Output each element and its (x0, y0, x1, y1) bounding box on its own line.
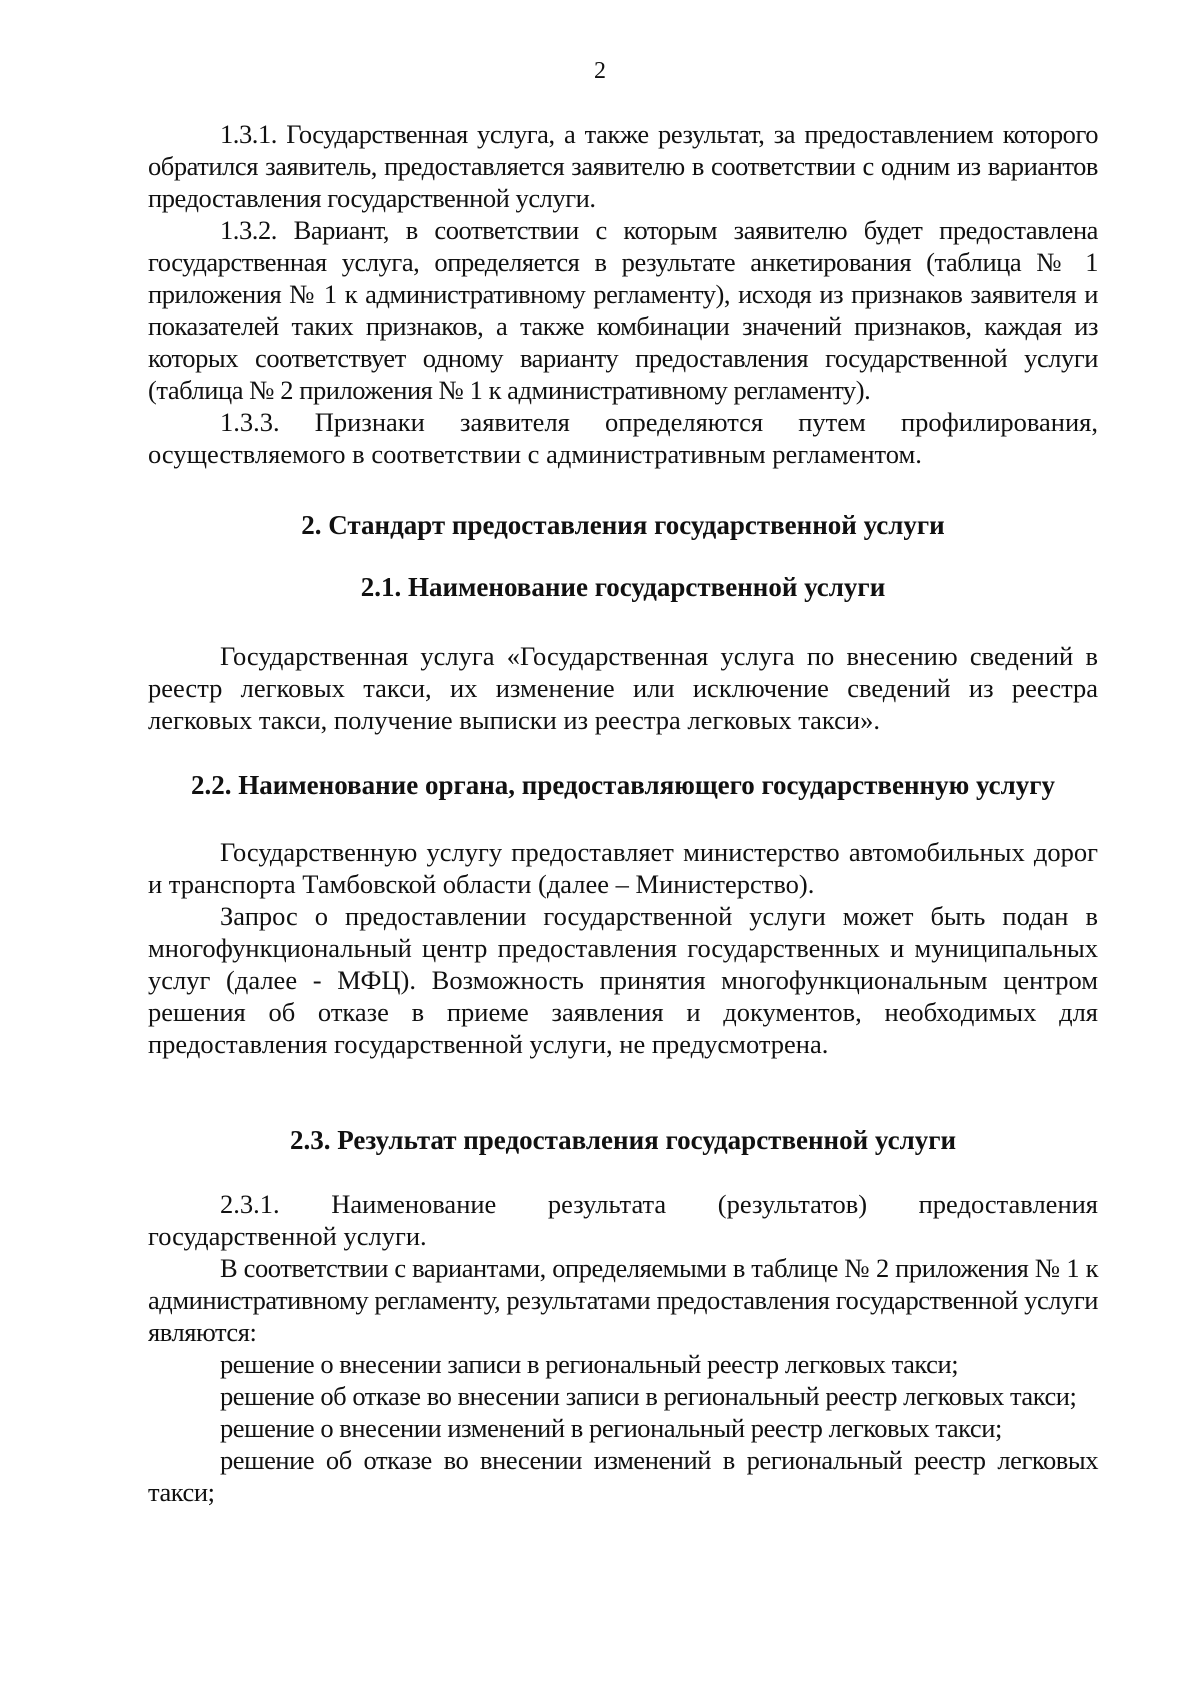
section-2-heading: 2. Стандарт предоставления государственной услуги (301, 510, 945, 540)
section-2-2-heading: 2.2. Наименование органа, предоставляющего государственную услугу (190, 770, 1056, 800)
paragraph-2-2-2: Запрос о предоставлении государственной услуги может быть подан в многофункциональный центр предоставления государственных и муниципальных услуг (далее - МФЦ). Возможность принятия многофункциональным центром решения об отказе в приеме заявления и документов, необходимых для предоставления государственной услуги, не предусмотрена. (148, 901, 1098, 1059)
paragraph-2-1-1: Государственная услуга «Государственная услуга по внесению сведений в реестр легковых такси, их изменение или исключение сведений из реестра легковых такси, получение выписки из реестра легковых такси». (148, 641, 1098, 735)
paragraph-1-3-1: 1.3.1. Государственная услуга, а также результат, за предоставлением которого обратился заявитель, предоставляется заявителю в соответствии с одним из вариантов предоставления государственной услуги. (148, 119, 1098, 213)
paragraph-2-3-1: 2.3.1. Наименование результата (результатов) предоставления государственной услуги. (148, 1189, 1098, 1251)
section-2-1-heading: 2.1. Наименование государственной услуги (360, 572, 886, 602)
section-2-1-heading-block (148, 571, 1098, 603)
section-2-1-body (148, 640, 1098, 736)
paragraph-2-3-2: В соответствии с вариантами, определяемыми в таблице № 2 приложения № 1 к административному регламенту, результатами предоставления государственной услуги являются: (148, 1253, 1098, 1347)
section-2-3-heading-block (148, 1124, 1098, 1156)
section-2-3-body (148, 1188, 1098, 1508)
paragraph-1-3-3: 1.3.3. Признаки заявителя определяются путем профилирования, осуществляемого в соответствии с административным регламентом. (148, 407, 1098, 469)
section-2-heading-block (148, 509, 1098, 541)
paragraph-2-3-4: решение об отказе во внесении записи в региональный реестр легковых такси; (220, 1381, 1077, 1411)
paragraph-2-3-5: решение о внесении изменений в региональный реестр легковых такси; (220, 1413, 1002, 1443)
paragraph-2-3-3: решение о внесении записи в региональный реестр легковых такси; (220, 1349, 959, 1379)
section-1-3-body (148, 118, 1098, 470)
paragraph-2-2-1: Государственную услугу предоставляет министерство автомобильных дорог и транспорта Тамбовской области (далее – Министерство). (148, 837, 1098, 899)
section-2-2-heading-block (148, 769, 1098, 801)
page-number: 2 (594, 58, 606, 84)
paragraph-2-3-6: решение об отказе во внесении изменений в региональный реестр легковых такси; (148, 1445, 1098, 1507)
section-2-2-body (148, 836, 1098, 1060)
section-2-3-heading: 2.3. Результат предоставления государственной услуги (289, 1125, 957, 1155)
paragraph-1-3-2: 1.3.2. Вариант, в соответствии с которым заявителю будет предоставлена государственная услуга, определяется в результате анкетирования (таблица № 1 приложения № 1 к административному регламенту), исходя из признаков заявителя и показателей таких признаков, а также комбинации значений признаков, каждая из которых соответствует одному варианту предоставления государственной услуги (таблица № 2 приложения № 1 к административному регламенту). (148, 215, 1098, 405)
